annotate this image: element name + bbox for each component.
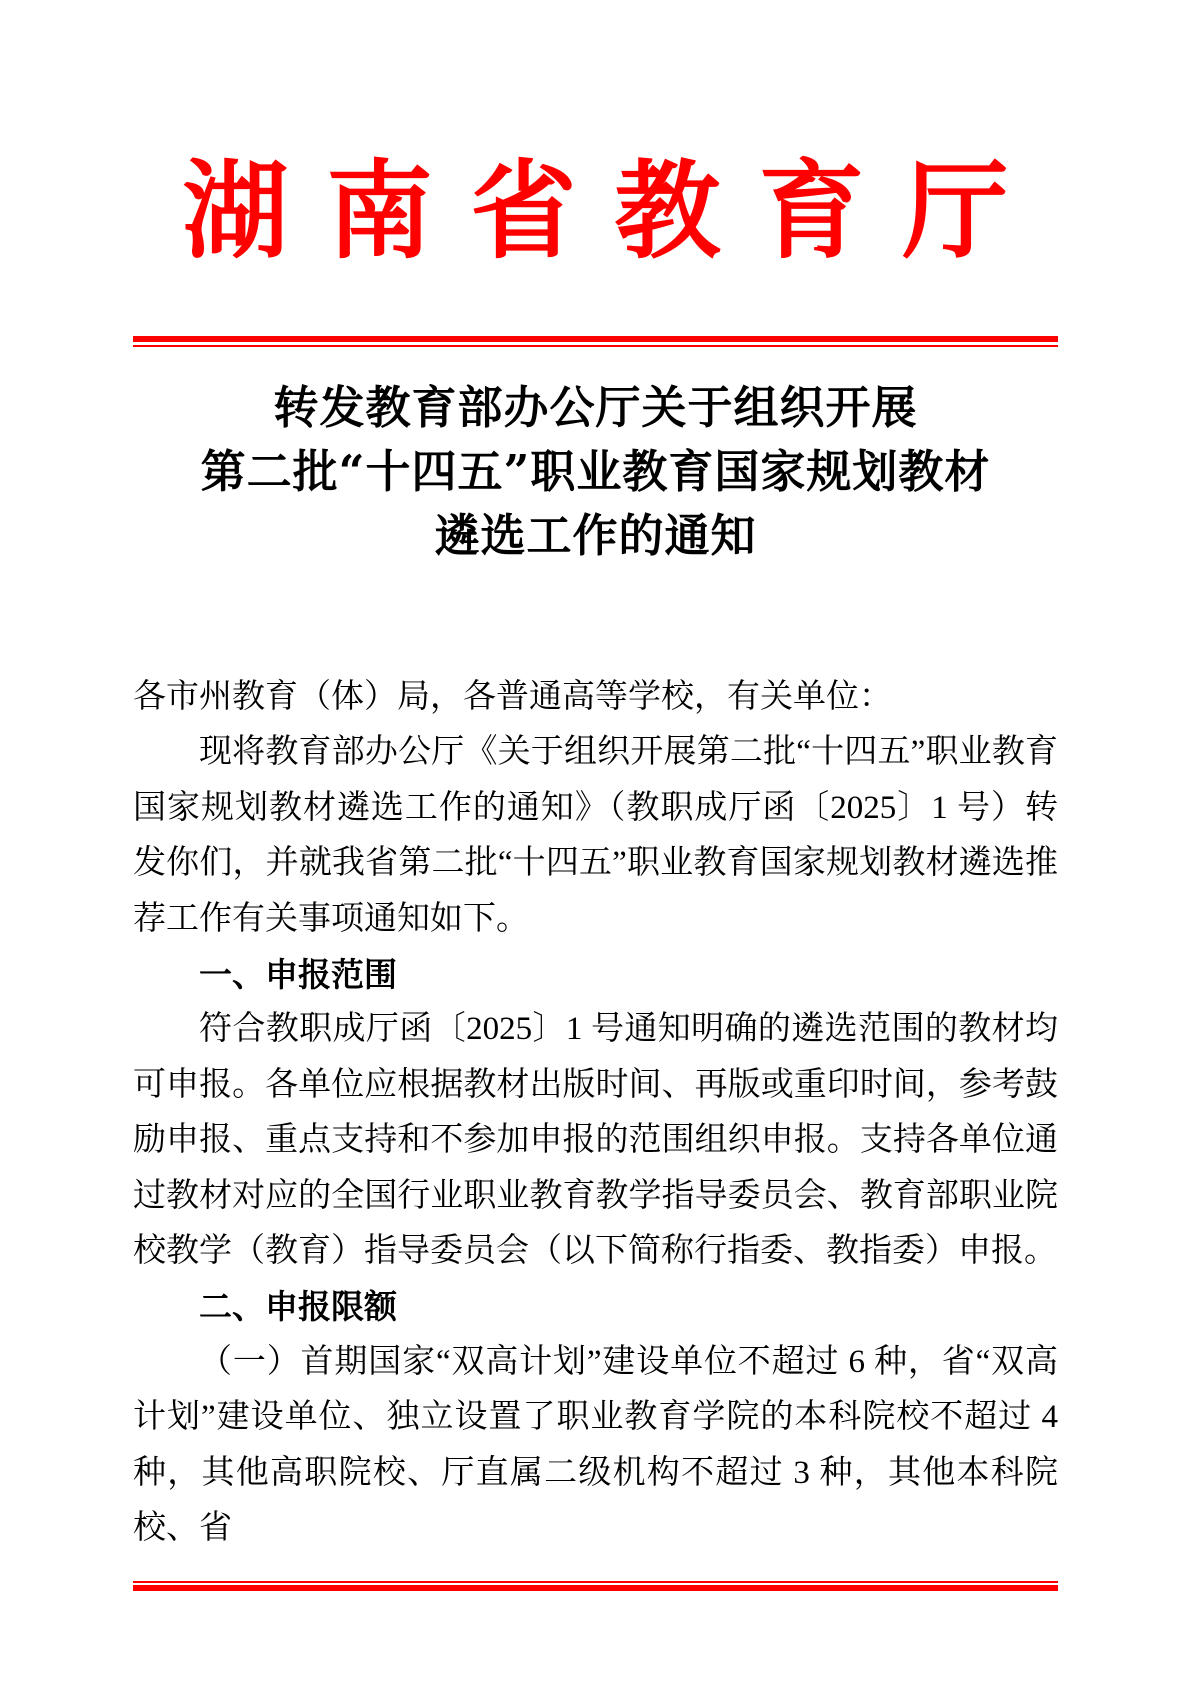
paragraph-application-quota: （一）首期国家“双高计划”建设单位不超过 6 种，省“双高计划”建设单位、独立设置了职业教育学院的本科院校不超过 4 种，其他高职院校、厅直属二级机构不超过 3 种，其他本科院校、省 xyxy=(133,1343,1058,1547)
document-title xyxy=(0,376,1191,568)
document-title-line-1: 转发教育部办公厅关于组织开展 xyxy=(273,381,918,434)
section-heading-application-quota: 二、申报限额 xyxy=(199,1287,397,1327)
document-title-line-3: 遴选工作的通知 xyxy=(434,509,757,562)
paragraph-application-scope: 符合教职成厅函〔2025〕1 号通知明确的遴选范围的教材均可申报。各单位应根据教材出版时间、再版或重印时间，参考鼓励申报、重点支持和不参加申报的范围组织申报。支持各单位通过教材对应的全国行业职业教育教学指导委员会、教育部职业院校教学（教育）指导委员会（以下简称行指委、教指委）申报。 xyxy=(133,1011,1058,1270)
footer-divider-thin-line xyxy=(133,1581,1058,1583)
agency-masthead: 湖南省教育厅 xyxy=(182,148,1047,273)
footer-divider xyxy=(133,1581,1058,1591)
salutation-line: 各市州教育（体）局，各普通高等学校，有关单位： xyxy=(133,679,892,715)
header-divider xyxy=(133,336,1058,347)
document-title-line-2: 第二批“十四五”职业教育国家规划教材 xyxy=(200,445,991,498)
footer-divider-thick-line xyxy=(133,1585,1058,1591)
header-divider-thin-line xyxy=(133,345,1058,347)
section-heading-application-scope: 一、申报范围 xyxy=(199,955,397,995)
document-body xyxy=(133,670,1058,1557)
paragraph-intro: 现将教育部办公厅《关于组织开展第二批“十四五”职业教育国家规划教材遴选工作的通知》（教职成厅函〔2025〕1 号）转发你们，并就我省第二批“十四五”职业教育国家规划教材遴选推荐工作有关事项通知如下。 xyxy=(133,734,1058,937)
header-divider-thick-line xyxy=(133,336,1058,342)
